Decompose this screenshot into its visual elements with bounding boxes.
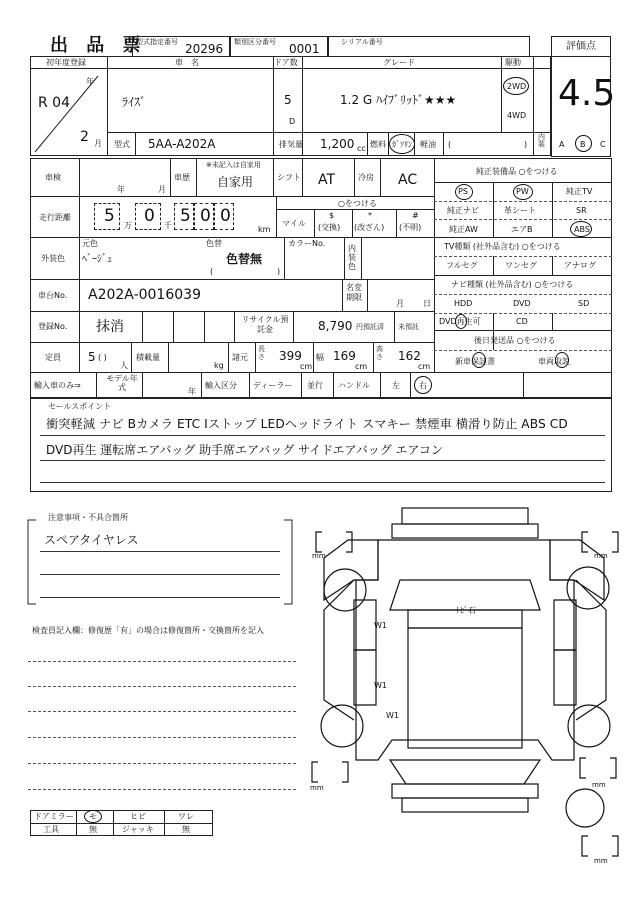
- chassis-label: 車台No.: [38, 291, 68, 300]
- inspection-label: 車検: [45, 173, 61, 182]
- interior-color-label: 内装色: [348, 244, 356, 271]
- doors-value: 5: [284, 93, 292, 107]
- drive-4wd: 4WD: [507, 111, 527, 120]
- registration-value: 抹消: [96, 319, 124, 335]
- mileage-asterisk: *: [368, 211, 372, 220]
- import-type-label: 輸入区分: [205, 381, 237, 390]
- color-original-value: ﾍﾞｰｼﾞｭ: [82, 254, 112, 265]
- first-reg-month-suffix: 月: [94, 139, 102, 148]
- score-label: 評価点: [566, 41, 596, 52]
- aircon-label: 冷房: [358, 173, 374, 182]
- tools-break-label: ワレ: [178, 812, 194, 821]
- color-original-label: 元色: [82, 239, 98, 248]
- load-label: 積載量: [136, 353, 160, 362]
- length-unit: cm: [300, 362, 313, 371]
- recycle-unpaid: 未預託: [398, 323, 419, 331]
- interior-a: A: [559, 140, 565, 149]
- equip-genuine-tv: 純正TV: [566, 187, 593, 196]
- tv-analog: アナログ: [564, 261, 596, 270]
- tv-full-seg: フルセグ: [446, 261, 478, 270]
- car-name-value: ﾗｲｽﾞ: [122, 95, 147, 109]
- fuel-diesel: 軽油: [420, 140, 436, 149]
- chassis-name-change-label: 名変期限: [346, 283, 362, 302]
- model-year-label: モデル年式: [106, 374, 138, 392]
- fuel-label: 燃料: [370, 140, 386, 149]
- category-value: 0001: [289, 42, 320, 56]
- damage-stone-chip: ﾄﾋﾞ石: [456, 606, 476, 615]
- mileage-altered: (改ざん): [354, 223, 385, 232]
- mileage-digit-5: 0: [220, 206, 231, 226]
- first-reg-label: 初年度登録: [46, 58, 86, 67]
- mileage-mile: マイル: [282, 219, 306, 228]
- sales-line-1: 衝突軽減 ナビ Bカメラ ETC Iストップ LEDヘッドライト スマキー 禁煙車 横滑り防止 ABS CD: [46, 417, 568, 431]
- tools-mirror-circle: [84, 810, 102, 823]
- sales-line-2: DVD再生 運転席エアバッグ 助手席エアバッグ サイドエアバッグ エアコン: [46, 443, 443, 457]
- interior-b: B: [580, 140, 586, 149]
- navi-dvd: DVD: [513, 299, 531, 308]
- import-label: 輸入車のみ⇒: [34, 381, 81, 390]
- mileage-unit: km: [258, 225, 271, 234]
- displacement-label: 排気量: [279, 140, 303, 149]
- shift-label: シフト: [277, 173, 301, 182]
- capacity-person: 人: [120, 361, 128, 370]
- mileage-digit-1: 5: [104, 206, 115, 226]
- chassis-month-suffix: 月: [396, 299, 404, 308]
- mileage-sen: 千: [164, 221, 172, 230]
- load-unit: kg: [214, 361, 224, 370]
- equip-ps-circle: [455, 184, 473, 200]
- mileage-check-label: ○をつける: [338, 199, 377, 208]
- equip-leather: 革シート: [504, 206, 536, 215]
- aircon-value: AC: [398, 172, 418, 188]
- width-value: 169: [333, 349, 356, 363]
- tread-unit-rr: mm: [592, 781, 606, 789]
- interior-b-circle: [575, 135, 592, 152]
- color-no-label: カラーNo.: [288, 239, 326, 248]
- equip-genuine-navi: 純正ナビ: [447, 206, 479, 215]
- model-designation-label: 型式指定番号: [136, 38, 178, 46]
- tools-jack-label: ジャッキ: [122, 825, 154, 834]
- interior-c: C: [600, 140, 606, 149]
- equip-airbag: エアB: [511, 225, 533, 234]
- drive-2wd-circle: [503, 77, 529, 95]
- inspector-label: 検査員記入欄：修復歴「有」の場合は修復箇所・交換箇所を記入: [32, 626, 264, 635]
- tread-unit-fl: mm: [312, 552, 326, 560]
- mileage-digit-3: 5: [180, 206, 191, 226]
- dvd-playable: DVD再生可: [439, 317, 481, 326]
- history-note: ※未記入は自家用: [206, 161, 261, 169]
- import-parallel: 並行: [307, 381, 323, 390]
- later-manual: 車両取説: [538, 357, 570, 366]
- height-unit: cm: [418, 362, 431, 371]
- equip-abs: ABS: [574, 225, 590, 234]
- length-label: 長さ: [258, 345, 265, 361]
- tools-mirror-value: モ: [89, 812, 97, 821]
- damage-w1-front: W1: [374, 621, 387, 630]
- later-warranty-circle: [472, 352, 486, 368]
- capacity-label: 定員: [45, 353, 61, 362]
- handle-right-circle: [414, 376, 432, 394]
- category-label: 類別区分番号: [234, 38, 276, 46]
- dvd-cd: CD: [516, 317, 528, 326]
- inspection-month-suffix: 月: [158, 185, 166, 194]
- model-designation-value: 20296: [185, 42, 224, 56]
- capacity-value: 5: [88, 350, 96, 364]
- displacement-unit: cc: [357, 144, 366, 153]
- tools-jack-value: 無: [182, 825, 190, 834]
- displacement-value: 1,200: [320, 137, 355, 151]
- tread-unit-spare: mm: [594, 857, 608, 865]
- damage-w1-mid: W1: [374, 681, 387, 690]
- notes-label: 注意事項・不具合箇所: [48, 513, 128, 522]
- equip-sr: SR: [576, 206, 587, 215]
- capacity-paren: ( ): [98, 353, 107, 362]
- grade-value: 1.2 G ﾊｲﾌﾞﾘｯﾄﾞ★★★: [340, 93, 457, 107]
- first-reg-year-suffix: 年: [86, 77, 94, 86]
- equip-ps: PS: [458, 187, 468, 196]
- recycle-unit: 円預託済: [356, 323, 384, 331]
- grade-label: グレード: [383, 58, 415, 67]
- height-value: 162: [398, 349, 421, 363]
- navi-sd: SD: [578, 299, 590, 308]
- page-title: 出 品 票: [50, 35, 147, 56]
- equip-genuine-aw: 純正AW: [449, 225, 478, 234]
- handle-label: ハンドル: [338, 381, 370, 390]
- navi-hdd: HDD: [454, 299, 473, 308]
- mileage-label: 走行距離: [39, 213, 71, 222]
- fuel-gasoline: ｶﾞｿﾘﾝ: [392, 140, 412, 149]
- score-value: 4.5: [558, 73, 616, 114]
- equip-pw-circle: [513, 184, 533, 200]
- color-paren-close: ): [277, 267, 281, 276]
- mileage-dollar: $: [329, 211, 335, 220]
- doors-label: ドア数: [274, 58, 298, 67]
- mileage-digit-2: 0: [144, 206, 155, 226]
- inspection-year-suffix: 年: [117, 185, 125, 194]
- handle-left: 左: [392, 381, 400, 390]
- import-dealer: ディーラー: [253, 381, 293, 390]
- tools-tool-value: 無: [89, 825, 97, 834]
- dvd-playable-circle: [455, 314, 467, 329]
- serial-label: シリアル番号: [341, 38, 383, 46]
- serial-box: [328, 36, 530, 57]
- model-designation-box: [132, 36, 230, 57]
- chassis-value: A202A-0016039: [88, 287, 201, 303]
- dims-label: 諸元: [232, 353, 248, 362]
- tv-one-seg: ワンセグ: [505, 261, 537, 270]
- later-manual-circle: [555, 352, 569, 368]
- fuel-other-open: (: [448, 140, 452, 149]
- first-reg-month: 2: [80, 129, 89, 145]
- later-items-label: 後日発送品 ○をつける: [474, 336, 556, 345]
- first-reg-era: R 04: [38, 95, 70, 111]
- history-value: 自家用: [217, 175, 254, 189]
- tools-mirror-label: ドアミラー: [34, 812, 74, 821]
- interior-label: 内装: [538, 133, 545, 148]
- registration-label: 登録No.: [38, 322, 68, 331]
- mileage-unknown: (不明): [399, 223, 422, 232]
- mileage-man: 万: [124, 221, 132, 230]
- shift-value: AT: [318, 172, 336, 188]
- mileage-exchange: (交換): [318, 223, 341, 232]
- door-type-value: D: [289, 117, 296, 126]
- import-year-suffix: 年: [188, 387, 196, 396]
- genuine-equipment-label: 純正装備品 ○をつける: [476, 167, 558, 176]
- chassis-day-suffix: 日: [423, 299, 431, 308]
- model-value: 5AA-A202A: [148, 137, 216, 151]
- width-label: 幅: [316, 353, 324, 362]
- later-warranty: 新車保証書: [455, 357, 495, 366]
- history-label: 車歴: [174, 173, 190, 182]
- equip-pw: PW: [516, 187, 529, 196]
- car-diagram: [300, 500, 630, 900]
- color-paren-open: (: [210, 267, 214, 276]
- equip-abs-circle: [570, 221, 592, 237]
- tread-unit-rl: mm: [310, 784, 324, 792]
- length-value: 399: [279, 349, 302, 363]
- category-box: [230, 36, 328, 57]
- model-label: 型式: [114, 140, 130, 149]
- height-label: 高さ: [376, 345, 383, 361]
- car-name-label: 車 名: [175, 58, 199, 67]
- fuel-other-close: ): [524, 140, 528, 149]
- sales-label: セールスポイント: [48, 402, 112, 411]
- width-unit: cm: [355, 362, 368, 371]
- drive-2wd: 2WD: [507, 82, 527, 91]
- mileage-hash: #: [412, 211, 419, 220]
- tread-unit-fr: mm: [594, 552, 608, 560]
- handle-right: 右: [419, 381, 427, 390]
- tv-type-label: TV種類 (社外品含む) ○をつける: [444, 242, 561, 251]
- recycle-label: リサイクル預託金: [241, 315, 289, 334]
- navi-type-label: ナビ種類 (社外品含む) ○をつける: [451, 280, 574, 289]
- recycle-value: 8,790: [318, 319, 353, 333]
- drive-label: 駆動: [505, 58, 521, 67]
- mileage-digit-4: 0: [200, 206, 211, 226]
- damage-w1-rear: W1: [386, 711, 399, 720]
- color-repaint-label: 色替: [206, 239, 222, 248]
- notes-line-1: スペアタイヤレス: [44, 533, 139, 547]
- tools-crack-label: ヒビ: [130, 812, 146, 821]
- color-repaint-value: 色替無: [226, 252, 263, 266]
- color-label: 外装色: [41, 254, 65, 263]
- fuel-gasoline-circle: [389, 134, 415, 154]
- tools-tool-label: 工具: [43, 825, 59, 834]
- notes-brackets: [26, 518, 296, 608]
